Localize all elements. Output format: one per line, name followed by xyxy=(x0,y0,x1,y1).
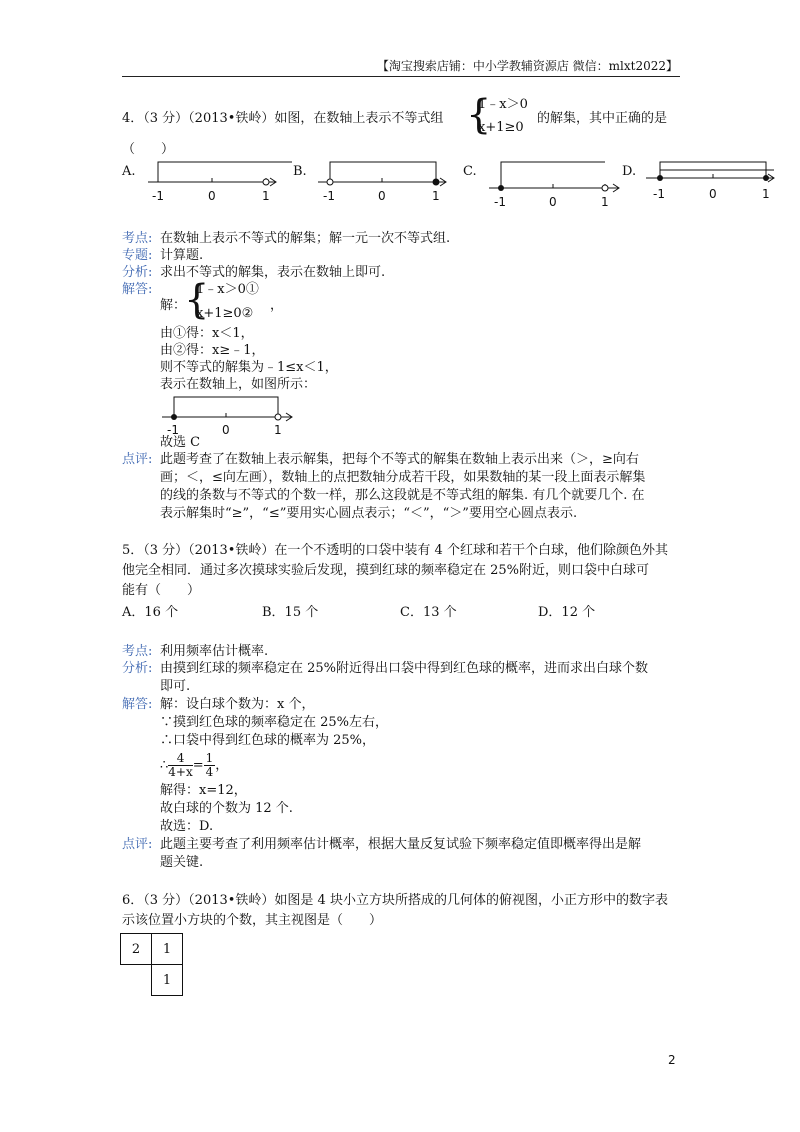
q4-sys-comma: ， xyxy=(270,298,284,313)
q4-paren: （ ） xyxy=(122,142,175,157)
svg-text:-1: -1 xyxy=(653,187,665,201)
page-number: 2 xyxy=(668,1053,676,1067)
q5-option-b: B．15 个 xyxy=(262,605,319,620)
svg-text:0: 0 xyxy=(549,195,557,209)
q4-solution-number-line xyxy=(158,393,308,438)
q4-dianping-label: 点评: xyxy=(122,452,153,467)
q4-ineq1: 1﹣x＞0 xyxy=(478,97,528,112)
q4-option-c-label: C. xyxy=(463,164,477,179)
q4-dianping-line2: 画；＜，≤向左画），数轴上的点把数轴分成若干段，如果数轴的某一段上面表示解集 xyxy=(160,470,646,485)
q5-dianping-label: 点评: xyxy=(122,837,153,852)
q5-answer: 故选：D. xyxy=(160,819,214,834)
q4-option-a-label: A. xyxy=(122,164,136,179)
svg-text:1: 1 xyxy=(432,189,440,203)
q5-therefore: ∴ xyxy=(160,758,169,773)
q5-option-a: A．16 个 xyxy=(122,605,179,620)
q5-fenxi-line2: 即可. xyxy=(160,679,191,694)
q5-stem-line2: 他完全相同．通过多次摸球实验后发现，摸到红球的频率稳定在 25%附近，则口袋中白球可 xyxy=(122,563,650,578)
grid-cell: 1 xyxy=(152,965,183,996)
q4-option-b-label: B. xyxy=(293,164,307,179)
header-rule xyxy=(122,76,680,77)
grid-cell: 1 xyxy=(152,934,183,965)
q4-step3: 则不等式的解集为﹣1≤x＜1， xyxy=(160,360,338,375)
q5-step2: ∵摸到红色球的频率稳定在 25%左右， xyxy=(160,715,389,730)
q4-number-line-a xyxy=(140,160,300,210)
tick-label: 0 xyxy=(208,189,216,203)
q6-stem-line2: 示该位置小方块的个数，其主视图是（ ） xyxy=(122,913,383,928)
q4-number-line-c xyxy=(485,160,625,210)
q4-number-line-d xyxy=(640,160,780,210)
q4-brace: { xyxy=(466,92,492,138)
q4-zhuanti-label: 专题: xyxy=(122,248,153,263)
q5-option-d: D．12 个 xyxy=(538,605,596,620)
q6-stem-line1: 6．（3 分）（2013•铁岭）如图是 4 块小立方块所搭成的几何体的俯视图，小正方形中的数字表 xyxy=(122,893,668,908)
q5-equation: ∴ $\frac{4}{4+x}$ = $\frac{1}{4}$ ， xyxy=(160,751,229,779)
svg-text:1: 1 xyxy=(274,423,282,437)
q5-option-c: C．13 个 xyxy=(400,605,457,620)
svg-text:1: 1 xyxy=(601,195,609,209)
q4-dianping-line3: 的线的条数与不等式的个数一样，那么这段就是不等式组的解集. 有几个就要几个. 在 xyxy=(160,488,645,503)
q4-step4: 表示在数轴上，如图所示： xyxy=(160,377,317,392)
q4-jieda-label: 解答: xyxy=(122,282,153,297)
svg-text:0: 0 xyxy=(709,187,717,201)
svg-text:0: 0 xyxy=(378,189,386,203)
q5-fraction-right: $\frac{1}{4}$ xyxy=(205,751,214,779)
q4-number-line-b xyxy=(312,160,472,210)
q4-option-d-label: D. xyxy=(622,164,637,179)
svg-text:-1: -1 xyxy=(167,423,179,437)
q4-dianping-line1: 此题考查了在数轴上表示解集，把每个不等式的解集在数轴上表示出来（＞，≥向右 xyxy=(160,452,639,467)
q5-kaodian: 利用频率估计概率. xyxy=(160,644,269,659)
q5-jieda-label: 解答: xyxy=(122,697,153,712)
q4-fenxi: 求出不等式的解集，表示在数轴上即可. xyxy=(160,265,386,280)
svg-text:1: 1 xyxy=(762,187,770,201)
q4-jie: 解： xyxy=(160,298,187,313)
q5-equals: = xyxy=(192,758,204,773)
svg-text:-1: -1 xyxy=(494,195,506,209)
q5-fenxi-line1: 由摸到红球的频率稳定在 25%附近得出口袋中得到红色球的概率，进而求出白球个数 xyxy=(160,661,649,676)
q4-sys2: x+1≥0② xyxy=(196,306,254,321)
q5-step3: ∴口袋中得到红色球的概率为 25%， xyxy=(160,733,376,748)
q4-step2: 由②得：x≥﹣1， xyxy=(160,343,265,358)
q4-kaodian: 在数轴上表示不等式的解集；解一元一次不等式组. xyxy=(160,231,451,246)
q5-kaodian-label: 考点: xyxy=(122,644,153,659)
q5-step1: 解：设白球个数为：x 个， xyxy=(160,697,315,712)
grid-cell-empty xyxy=(121,965,152,996)
q5-stem-line1: 5．（3 分）（2013•铁岭）在一个不透明的口袋中装有 4 个红球和若干个白球，他们除颜色外其 xyxy=(122,543,668,558)
q4-ineq2: x+1≥0 xyxy=(478,120,524,135)
grid-cell: 2 xyxy=(121,934,152,965)
q4-stem-post: 的解集，其中正确的是 xyxy=(537,111,668,126)
q5-step5: 解得：x=12， xyxy=(160,783,247,798)
q4-sys1: 1﹣x＞0① xyxy=(196,282,259,297)
header-text: 【淘宝搜索店铺：中小学教辅资源店 微信：mlxt2022】 xyxy=(376,59,678,73)
q4-sys-brace: { xyxy=(184,277,210,323)
q6-top-view-grid xyxy=(120,933,183,996)
q5-stem-line3: 能有（ ） xyxy=(122,583,201,598)
tick-label: 1 xyxy=(262,189,270,203)
q5-dianping-line2: 题关键. xyxy=(160,855,204,870)
q5-fenxi-label: 分析: xyxy=(122,661,153,676)
svg-text:-1: -1 xyxy=(323,189,335,203)
tick-label: -1 xyxy=(152,189,164,203)
q5-dianping-line1: 此题主要考查了利用频率估计概率，根据大量反复试验下频率稳定值即概率得出是解 xyxy=(160,837,642,852)
q4-stem-pre: 4．（3 分）（2013•铁岭）如图，在数轴上表示不等式组 xyxy=(122,111,444,126)
q4-answer: 故选 C xyxy=(160,435,201,450)
q4-step1: 由①得：x＜1， xyxy=(160,326,254,341)
q5-fraction-left: $\frac{4}{4+x}$ xyxy=(168,751,193,779)
q5-step6: 故白球的个数为 12 个. xyxy=(160,801,293,816)
q4-dianping-line4: 表示解集时“≥”，“≤”要用实心圆点表示；“＜”，“＞”要用空心圆点表示. xyxy=(160,506,578,521)
svg-text:0: 0 xyxy=(222,423,230,437)
q4-zhuanti: 计算题. xyxy=(160,248,204,263)
q4-kaodian-label: 考点: xyxy=(122,231,153,246)
q4-fenxi-label: 分析: xyxy=(122,265,153,280)
